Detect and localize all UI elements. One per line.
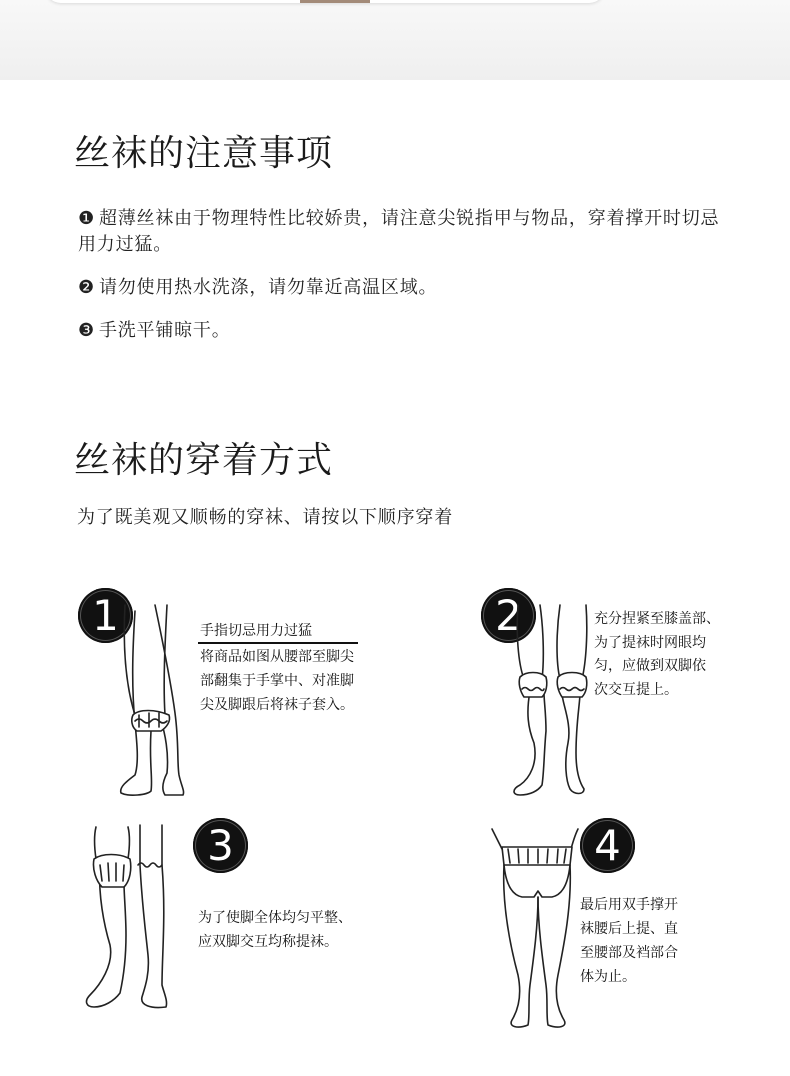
step-1-badge: 1 (78, 588, 133, 643)
step-1-heading: 手指切忌用力过猛 (200, 623, 312, 639)
step-text-line: 体为止。 (580, 969, 636, 985)
step-text-line: 尖及脚跟后将袜子套入。 (200, 697, 354, 713)
circled-number-1-icon: ❶ (78, 208, 95, 229)
step-4-legs-illustration (488, 825, 583, 1035)
step-text-line: 为了提袜时网眼均 (594, 634, 706, 651)
step-4-text (580, 893, 678, 989)
step-3-text (198, 906, 352, 954)
step-2-badge: 2 (481, 588, 536, 643)
step-text-line: 将商品如图从腰部至脚尖 (200, 649, 354, 665)
step-text-line: 至腰部及裆部合 (580, 945, 678, 961)
notice-item-text: 手洗平铺晾干。 (98, 320, 231, 341)
step-text-line: 袜腰后上提、直 (580, 921, 678, 937)
step-4-badge: 4 (580, 818, 635, 873)
notice-item-2 (78, 275, 728, 301)
step-text-line: 部翻集于手掌中、对准脚 (200, 673, 354, 689)
step-text-line: 最后用双手撑开 (580, 897, 678, 913)
step-3-legs-illustration (80, 825, 175, 1010)
step-1-legs-illustration (105, 603, 190, 798)
circled-number-2-icon: ❷ (78, 277, 95, 298)
notice-item-3 (78, 318, 728, 344)
step-text-line: 次交互提上。 (594, 681, 678, 698)
notice-item-text: 请勿使用热水洗涤，请勿靠近高温区域。 (98, 277, 438, 298)
wearing-subtitle: 为了既美观又顺畅的穿袜、请按以下顺序穿着 (77, 507, 453, 528)
step-text-line: 应双脚交互均称提袜。 (198, 934, 338, 950)
step-text-line: 为了使脚全体均匀平整、 (198, 910, 352, 926)
notice-item-text: 超薄丝袜由于物理特性比较娇贵，请注意尖锐指甲与物品，穿着撑开时切忌用力过猛。 (78, 208, 720, 255)
step-text-line: 匀，应做到双脚依 (594, 658, 706, 674)
step-1-heading-underline (198, 642, 358, 644)
step-text-line: 充分捏紧至膝盖部、 (594, 611, 720, 627)
step-2-legs-illustration (500, 603, 595, 798)
notice-section-title: 丝袜的注意事项 (74, 133, 334, 174)
top-gray-band (0, 0, 790, 80)
circled-number-3-icon: ❸ (78, 320, 95, 341)
wearing-section-title: 丝袜的穿着方式 (74, 440, 334, 481)
previous-image-strip (300, 0, 370, 3)
step-2-text (594, 608, 720, 702)
step-3-badge: 3 (193, 818, 248, 873)
step-1-text (200, 645, 354, 717)
notice-item-1 (78, 206, 728, 258)
